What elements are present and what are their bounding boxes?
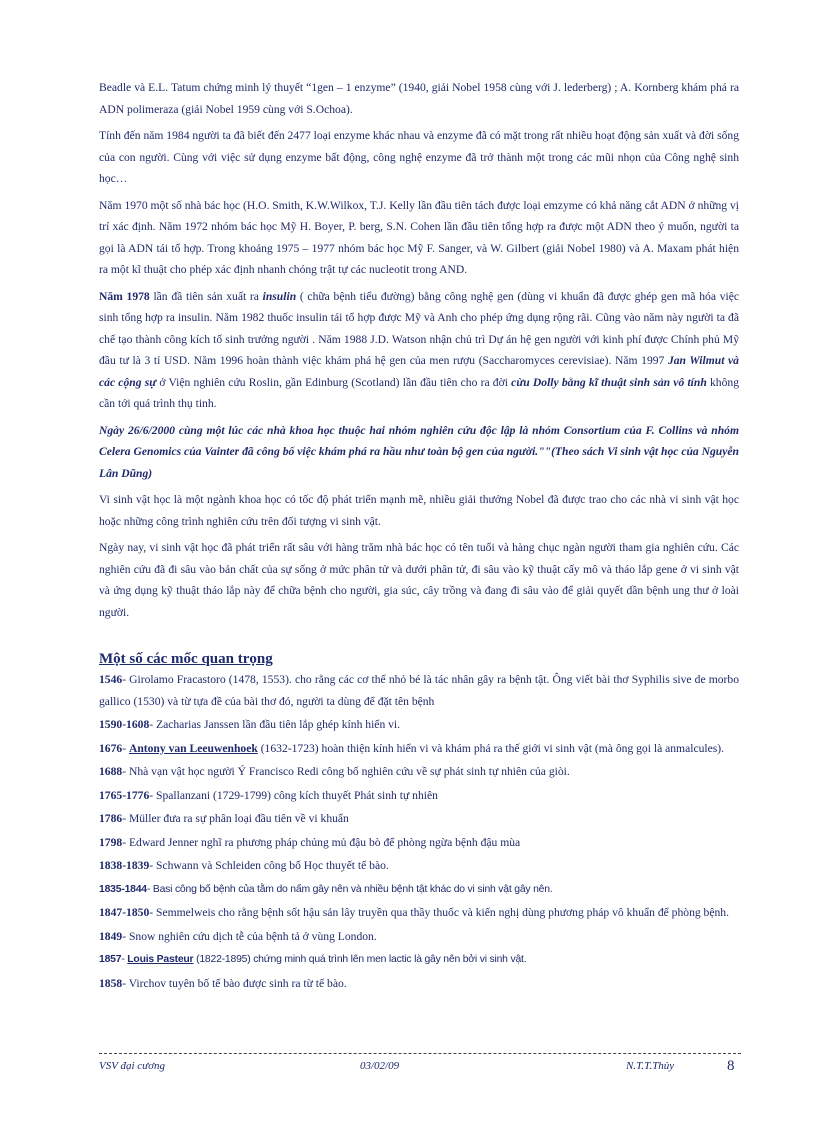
- paragraph-2000: Ngày 26/6/2000 cùng một lúc các nhà khoa học thuộc hai nhóm nghiên cứu độc lập là nhóm Consortium của F. Collins và nhóm Celera Genomics của Vainter đã công bố việc khám phá ra hầu như toàn bộ gen của người.""(Theo sách Vi sinh vật học của Nguyễn Lân Dũng): [99, 423, 739, 480]
- milestone-year: 1847-1850: [99, 906, 150, 919]
- milestone-text: - Spallanzani (1729-1799) công kích thuyết Phát sinh tự nhiên: [149, 788, 438, 802]
- footer-course: VSV đại cương: [99, 1060, 166, 1072]
- milestone-text: - Zacharias Janssen lần đầu tiên lắp ghép kính hiển vi.: [149, 718, 401, 731]
- milestone-year: 1798: [99, 835, 123, 849]
- milestone-year: 1688: [99, 765, 123, 778]
- paragraph-1978: [99, 286, 739, 415]
- person-link[interactable]: Antony van Leeuwenhoek: [128, 741, 258, 755]
- text-segment: ( chữa bệnh tiểu đường) bằng công nghệ gen (dùng vi khuẩn đã được ghép gen mã hóa việc sinh tổng hợp ra insulin. Năm 1982 thuốc insulin tái tổ hợp được Mỹ và Anh cho phép ứng dụng rộng rãi. Cũng vào năm này người ta đã chế tạo thành công kích tố sinh trưởng người . Năm 1988 J.D. Watson nhận chủ trì Dự án hệ gen người với kinh phí được Chính phủ Mỹ đầu tư là 3 tỉ USD. Năm 1996 hoàn thành việc khám phá hệ gen của men rượu (Saccharomyces cerevisiae). Năm 1997: [99, 289, 740, 367]
- milestone-year: 1835-1844: [99, 883, 147, 895]
- section-heading: Một số các mốc quan trọng: [99, 651, 273, 667]
- paragraph-today: Ngày nay, vi sinh vật học đã phát triển rất sâu với hàng trăm nhà bác học có tên tuổi và hàng chục ngàn người tham gia nghiên cứu. Các nghiên cứu đã đi sâu vào bản chất của sự sống ở mức phân tử và dưới phân tử, đi sâu vào kỹ thuật cấy mô và tháo lắp gene ở vi sinh vật và ứng dụng kỹ thuật tháo lắp này để chữa bệnh cho người, gia súc, cây trồng và đang đi sâu vào để giải quyết dần bệnh ung thư ở loài người.: [99, 541, 739, 619]
- milestone-text: - Basi công bố bệnh của tằm do nấm gây nên và nhiều bệnh tật khác do vi sinh vật gây nên.: [146, 883, 553, 895]
- paragraph-microbiology: Vi sinh vật học là một ngành khoa học có tốc độ phát triển mạnh mẽ, nhiều giải thưởng Nobel đã được trao cho các nhà vi sinh vật học hoặc những công trình nghiên cứu trên đối tượng vi sinh vật.: [99, 493, 739, 528]
- milestone-text: - Girolamo Fracastoro (1478, 1553). cho rằng các cơ thể nhỏ bé là tác nhân gây ra bệnh tật. Ông viết bài thơ Syphilis sive de morbo gallico (1530) và từ tựa đề của bài thơ đó, người ta dùng để đặt tên bệnh: [99, 673, 739, 708]
- milestone-year: 1838-1839: [99, 859, 150, 872]
- text-segment: lần đầ tiên sản xuất ra: [149, 289, 263, 303]
- document-body: [99, 77, 739, 996]
- footer-divider: [99, 1053, 741, 1054]
- paragraph-1970: Năm 1970 một số nhà bác học (H.O. Smith, K.W.Wilkox, T.J. Kelly lần đầu tiên tách được loại emzyme có khả năng cắt ADN ở những vị trí xác định. Năm 1972 nhóm bác học Mỹ H. Boyer, P. berg, S.N. Cohen lần đầu tiên tổng hợp ra được một ADN theo ý muốn, người ta gọi là ADN tái tổ hợp. Trong khoảng 1975 – 1977 nhóm bác học Mỹ F. Sanger, và W. Gilbert (giải Nobel 1980) và A. Maxam phát hiện ra một kĩ thuật cho phép xác định nhanh chóng trật tự các nucleotit trong AND.: [99, 198, 739, 276]
- milestone-item: [99, 738, 739, 760]
- milestone-year: 1676: [99, 741, 123, 755]
- text-segment: ở Viện nghiên cứu Roslin, gần Edinburg (Scotland) lần đầu tiên cho ra đời: [156, 375, 512, 389]
- milestone-item: [99, 761, 739, 783]
- milestone-text: - Semmelweis cho rằng bệnh sốt hậu sản lây truyền qua thầy thuốc và kiến nghị dùng phương pháp vô khuẩn để phòng bệnh.: [149, 906, 729, 919]
- milestone-year: 1590-1608: [99, 718, 150, 731]
- milestone-item: [99, 902, 739, 924]
- paragraph-enzyme-1984: Tính đến năm 1984 người ta đã biết đến 2477 loại enzyme khác nhau và enzyme đã có mặt trong rất nhiều hoạt động sản xuất và đời sống của con người. Cùng với việc sử dụng enzyme bất động, công nghệ enzyme đã trở thành một trong các mũi nhọn của Công nghệ sinh học…: [99, 129, 739, 185]
- page-number: 8: [727, 1058, 735, 1074]
- milestone-item: [99, 714, 739, 736]
- milestone-item: [99, 669, 739, 712]
- milestone-item: [99, 949, 739, 971]
- text-segment: không cần tới quá trình thụ tinh.: [99, 375, 739, 410]
- milestone-text: - Edward Jenner nghĩ ra phương pháp chủng mủ đậu bò để phòng ngừa bệnh đậu mùa: [122, 835, 521, 849]
- milestone-text: - Snow nghiên cứu dịch tễ của bệnh tả ở vùng London.: [122, 929, 377, 943]
- milestone-year: 1849: [99, 929, 123, 943]
- footer-author: N.T.T.Thủy: [626, 1060, 675, 1072]
- text-segment: -: [122, 741, 129, 755]
- text-segment: -: [121, 954, 128, 965]
- milestone-year: 1857: [99, 954, 122, 965]
- milestone-year: 1786: [99, 812, 123, 825]
- milestones-list: [99, 669, 739, 994]
- milestone-item: [99, 973, 739, 995]
- milestone-year: 1858: [99, 976, 123, 990]
- milestone-text: (1822-1895) chứng minh quá trình lên men lactic là gây nên bởi vi sinh vật.: [193, 954, 527, 965]
- milestone-item: [99, 855, 739, 877]
- milestone-text: - Virchov tuyên bố tế bào được sinh ra từ tế bào.: [122, 976, 347, 990]
- dolly-term: cừu Dolly bằng kĩ thuật sinh sản vô tính: [511, 375, 707, 389]
- paragraph-enzyme-history: Beadle và E.L. Tatum chứng minh lý thuyết “1gen – 1 enzyme” (1940, giải Nobel 1958 cùng với J. lederberg) ; A. Kornberg khám phá ra ADN polimeraza (giải Nobel 1959 cùng với S.Ochoa).: [99, 81, 739, 116]
- milestone-item: [99, 879, 739, 901]
- wilmut-term: Jan Wilmut và các cộng sự: [99, 354, 739, 389]
- milestone-year: 1546: [99, 673, 123, 686]
- milestone-text: - Schwann và Schleiden công bố Học thuyết tế bào.: [149, 859, 389, 872]
- milestone-text: - Nhà vạn vật học người Ý Francisco Redi công bố nghiên cứu về sự phát sinh tự nhiên của giòi.: [122, 765, 570, 778]
- footer-date: 03/02/09: [360, 1060, 400, 1072]
- insulin-term: insulin: [262, 289, 297, 303]
- milestone-item: [99, 832, 739, 854]
- milestone-item: [99, 808, 739, 830]
- milestone-text: - Müller đưa ra sự phân loại đầu tiên về vi khuẩn: [122, 812, 349, 825]
- milestone-text: (1632-1723) hoàn thiện kính hiển vi và khám phá ra thế giới vi sinh vật (mà ông gọi là anmalcules).: [257, 741, 725, 755]
- year-1978: Năm 1978: [99, 289, 150, 303]
- milestone-year: 1765-1776: [99, 788, 150, 802]
- milestone-item: [99, 926, 739, 948]
- milestone-item: [99, 785, 739, 807]
- person-link[interactable]: Louis Pasteur: [127, 954, 194, 965]
